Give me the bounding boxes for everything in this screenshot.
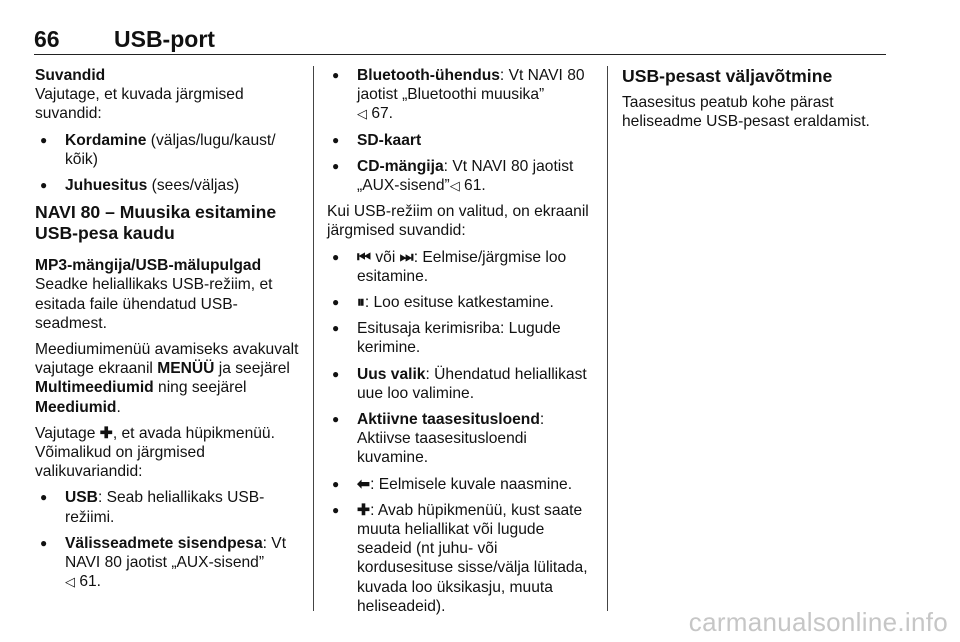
heading-navi80: NAVI 80 – Muusika esitamine USB-pesa kaudu: [35, 202, 277, 244]
heading-suvandid: Suvandid: [35, 67, 106, 84]
list-item: ● Bluetooth-ühendus: Vt NAVI 80 jaotist „Bluetoothi muusika” ◁ 67.: [327, 66, 597, 124]
list-item: ● Uus valik: Ühendatud heliallikast uue loo valimine.: [327, 365, 597, 403]
column-right: [622, 66, 892, 138]
page-ref-icon: ◁: [449, 178, 460, 194]
paragraph-mp3: Seadke heliallikaks USB-režiim, et esitada faile ühendatud USB-seadmest.: [35, 276, 273, 332]
sources-list: [327, 66, 597, 195]
paragraph-menu: Meediumimenüü avamiseks avakuvalt vajutage ekraanil MENÜÜ ja seejärel Multimeediumid ning seejärel Meediumid.: [35, 341, 299, 416]
skip-forward-icon: ⏭: [399, 248, 414, 266]
popup-options-list: [35, 488, 303, 591]
back-arrow-icon: ⬅: [357, 475, 371, 493]
page-title: USB-port: [114, 26, 215, 52]
paragraph-usb-removal: Taasesitus peatub kohe pärast heliseadme USB-pesast eraldamist.: [622, 94, 870, 131]
column-divider: [313, 66, 314, 611]
list-item: ● Esitusaja kerimisriba: Lugude kerimine.: [327, 319, 597, 357]
list-item: ● USB: Seab heliallikaks USB-režiimi.: [35, 488, 303, 526]
paragraph-suvandid: Vajutage, et kuvada järgmised suvandid:: [35, 86, 244, 123]
column-left: [35, 66, 303, 598]
page-number: 66: [34, 26, 60, 52]
list-item: ● ⏮ või ⏭: Eelmise/järgmise loo esitamine.: [327, 248, 597, 286]
page-header: [34, 26, 886, 55]
list-item: ● ⬅: Eelmisele kuvale naasmine.: [327, 475, 597, 494]
paragraph-plus: Vajutage ✚, et avada hüpikmenüü. Võimalikud on järgmised valikuvariandid:: [35, 424, 275, 481]
list-item: ● ✚: Avab hüpikmenüü, kust saate muuta heliallikat või lugude seadeid (nt juhu- või kordusesituse sisse/välja lülitada, kuvada loo üksikasju, muuta heliseadeid).: [327, 501, 597, 616]
list-item: ● CD-mängija: Vt NAVI 80 jaotist „AUX-sisend”◁ 61.: [327, 157, 597, 195]
list-item: ● ⏸: Loo esituse katkestamine.: [327, 293, 597, 312]
list-item: ● Aktiivne taasesitusloend: Aktiivse taasesitusloendi kuvamine.: [327, 410, 597, 468]
heading-mp3: MP3-mängija/USB-mälupulgad: [35, 257, 262, 275]
list-item: ● SD-kaart: [327, 131, 597, 150]
plus-icon: ✚: [99, 424, 113, 442]
list-item: ● Kordamine (väljas/lugu/kaust/ kõik): [35, 131, 303, 169]
column-middle: [327, 66, 597, 623]
paragraph-usb-mode: Kui USB-režiim on valitud, on ekraanil järgmised suvandid:: [327, 203, 589, 240]
skip-back-icon: ⏮: [357, 248, 372, 266]
plus-icon: ✚: [357, 501, 371, 519]
list-item: ● Juhuesitus (sees/väljas): [35, 176, 303, 195]
page-ref-icon: ◁: [357, 106, 367, 122]
list-item: ● Välisseadmete sisendpesa: Vt NAVI 80 jaotist „AUX-sisend” ◁ 61.: [35, 534, 303, 592]
watermark: carmanualsonline.info: [688, 607, 948, 637]
page-ref-icon: ◁: [65, 574, 75, 590]
options-list: [35, 131, 303, 196]
pause-icon: ⏸: [357, 294, 365, 312]
usb-options-list: [327, 248, 597, 616]
heading-usb-removal: USB-pesast väljavõtmine: [622, 66, 833, 86]
column-divider: [607, 66, 608, 611]
